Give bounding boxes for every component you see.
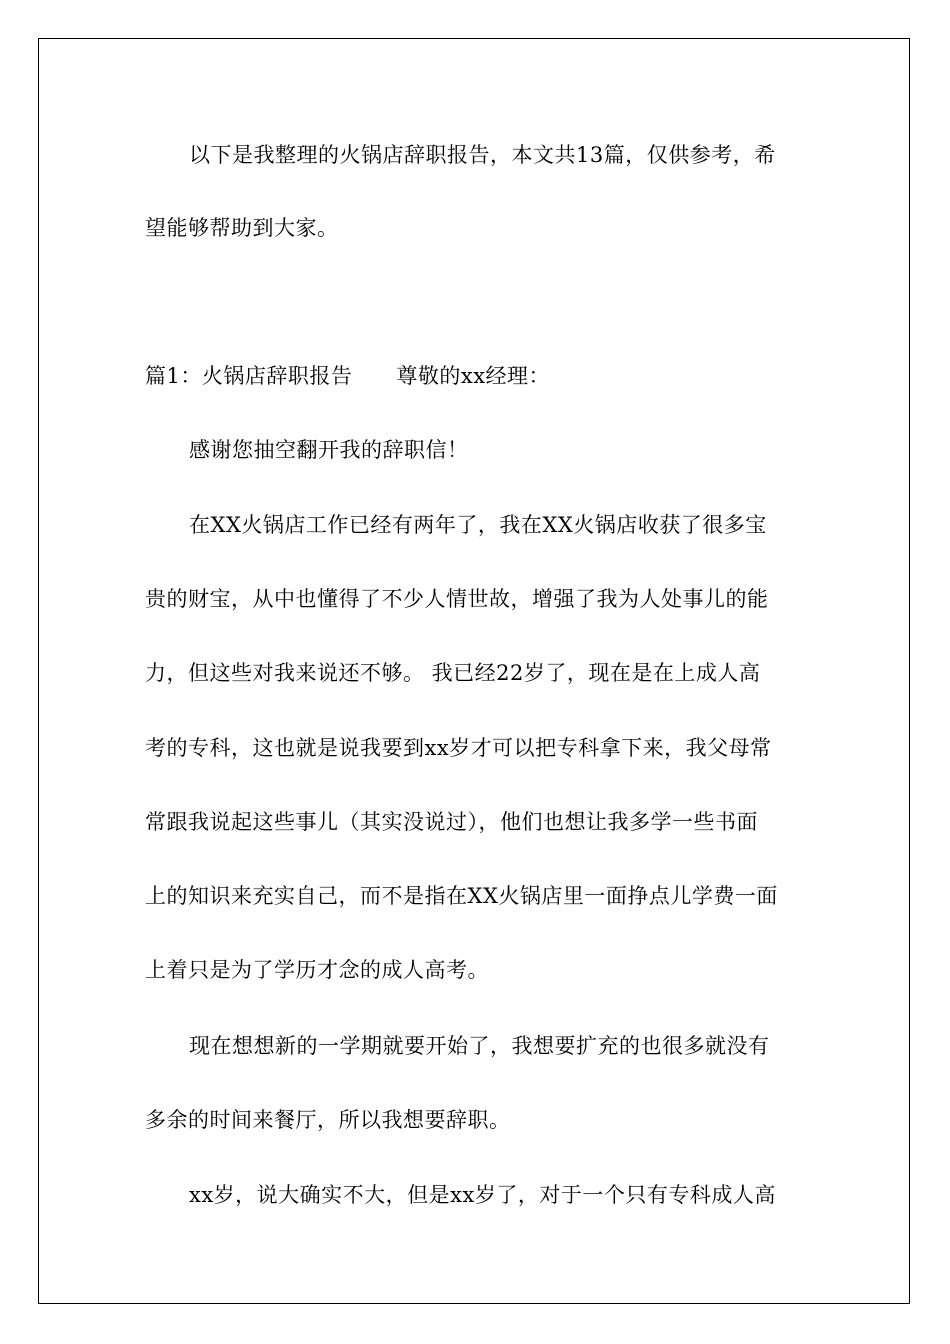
paragraph-age-line-1: xx岁，说大确实不大，但是xx岁了，对于一个只有专科成人高: [189, 1183, 776, 1207]
paragraph-body-line-3: 力，但这些对我来说还不够。 我已经22岁了，现在是在上成人高: [145, 661, 761, 685]
paragraph-body-line-1: 在XX火锅店工作已经有两年了，我在XX火锅店收获了很多宝: [189, 513, 767, 537]
paragraph-body-line-7: 上着只是为了学历才念的成人高考。: [145, 958, 489, 982]
section-heading-line: [145, 361, 550, 391]
paragraph-body-line-6: 上的知识来充实自己，而不是指在XX火锅店里一面挣点儿学费一面: [145, 884, 778, 908]
paragraph-body-line-2: 贵的财宝，从中也懂得了不少人情世故，增强了我为人处事儿的能: [145, 587, 769, 611]
paragraph-intro-line-1: 以下是我整理的火锅店辞职报告，本文共13篇，仅供参考，希: [189, 143, 776, 167]
salutation: 尊敬的xx经理：: [396, 364, 551, 388]
paragraph-semester-line-2: 多余的时间来餐厅，所以我想要辞职。: [145, 1108, 511, 1132]
paragraph-thanks: 感谢您抽空翻开我的辞职信！: [189, 438, 469, 462]
paragraph-body-line-5: 常跟我说起这些事儿（其实没说过），他们也想让我多学一些书面: [145, 810, 758, 834]
paragraph-body-line-4: 考的专科，这也就是说我要到xx岁才可以把专科拿下来，我父母常: [145, 736, 772, 760]
paragraph-intro-line-2: 望能够帮助到大家。: [145, 216, 339, 240]
paragraph-semester-line-1: 现在想想新的一学期就要开始了，我想要扩充的也很多就没有: [189, 1034, 770, 1058]
section-title: 篇1：火锅店辞职报告: [145, 364, 353, 388]
